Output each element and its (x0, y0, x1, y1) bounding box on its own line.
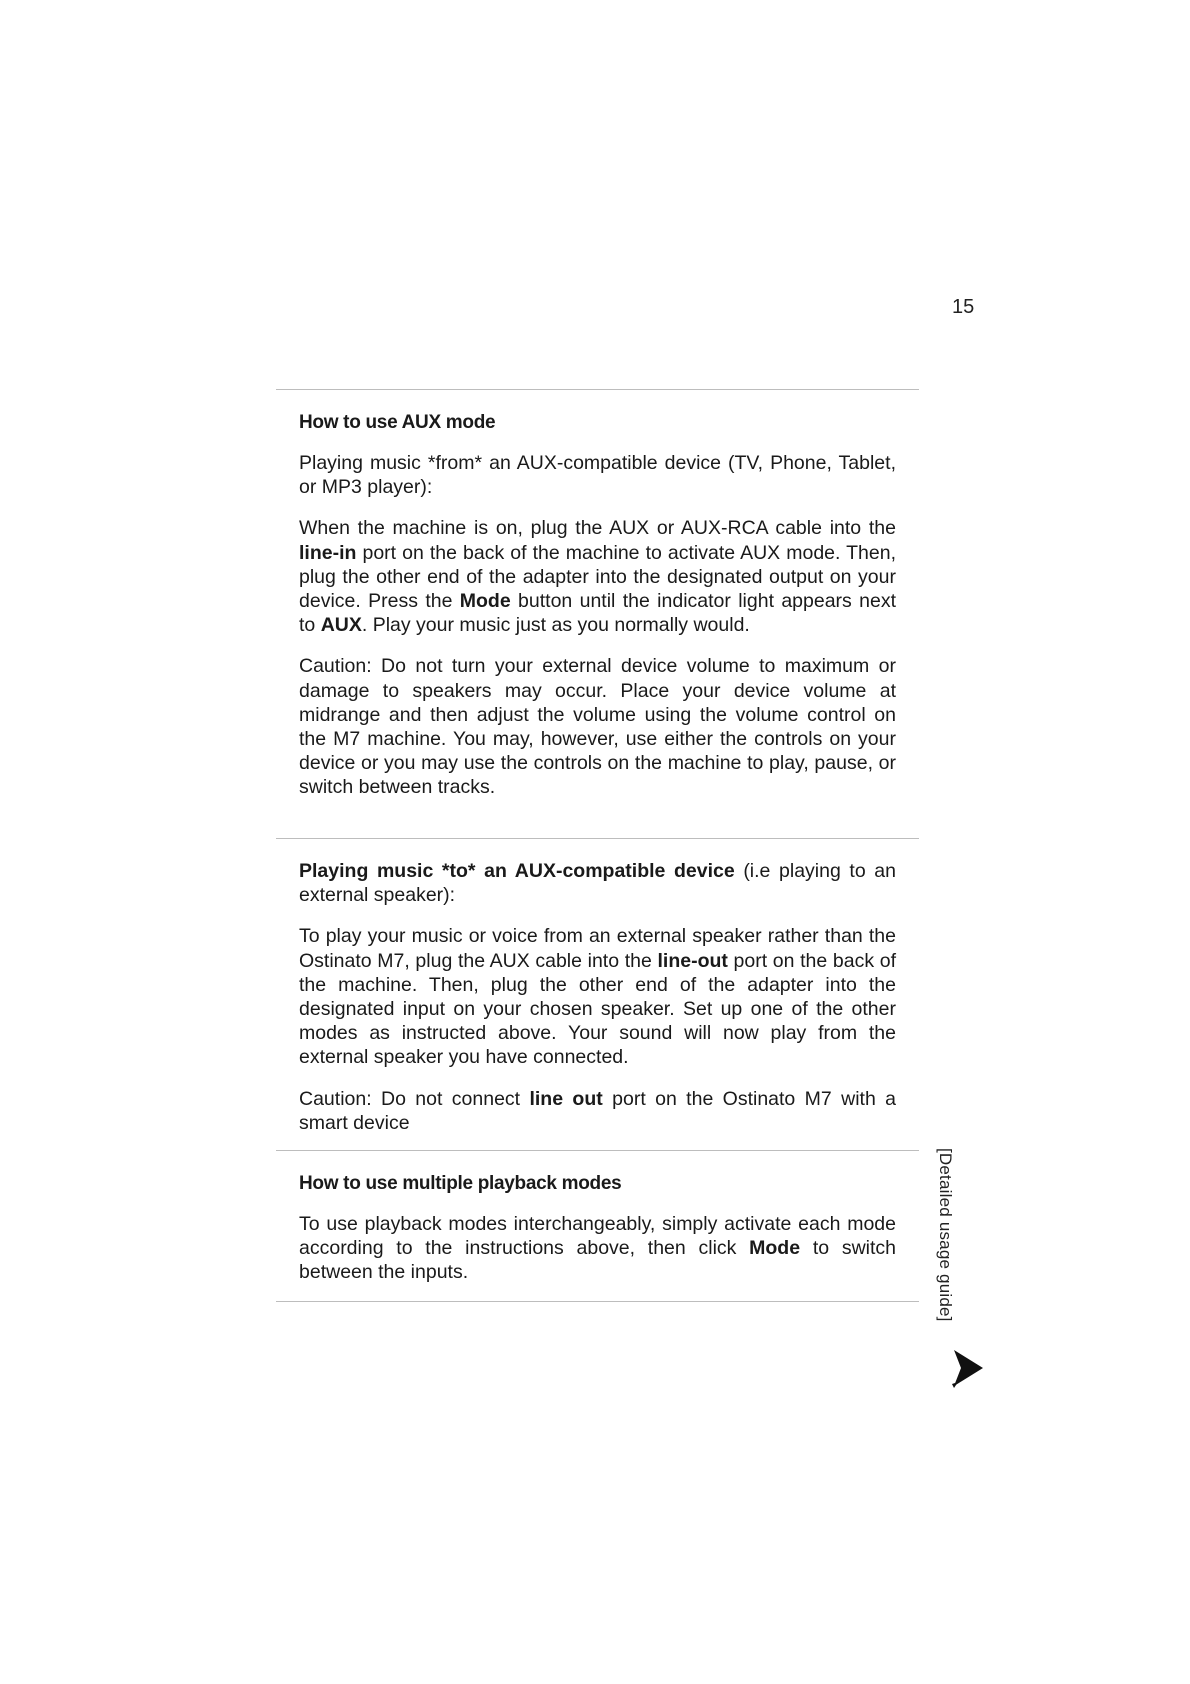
bold-term-mode: Mode (459, 590, 511, 613)
text-run: to switch between the inputs. (299, 1237, 896, 1284)
text-run: To use playback modes interchangeably, simply activate each mode according to the instructions above, then click (299, 1213, 896, 1260)
paragraph (299, 1212, 896, 1285)
bold-term-line-in: line-in (299, 541, 357, 564)
section-heading: How to use AUX mode (299, 412, 496, 433)
section-multiple-playback (299, 1172, 896, 1302)
brand-triangle-logo-icon (950, 1348, 986, 1388)
divider-top (276, 389, 919, 390)
section-playing-to-device (299, 859, 896, 1152)
paragraph (299, 516, 896, 637)
bold-term-line-out: line-out (657, 949, 728, 972)
bold-term-line-out: line out (529, 1087, 603, 1110)
bold-term-aux: AUX (320, 614, 362, 637)
bold-term-mode: Mode (749, 1237, 801, 1260)
text-run: port on the back of the machine to activate AUX mode. Then, plug the other end of the adapter into the designated output on your device. Press the (299, 541, 896, 613)
section-aux-mode (299, 411, 896, 817)
text-run: Caution: Do not connect (299, 1087, 530, 1110)
bold-lead: Playing music *to* an AUX-compatible device (299, 860, 735, 882)
page-number: 15 (952, 296, 975, 318)
paragraph (299, 859, 896, 907)
caution-paragraph: Caution: Do not turn your external device volume to maximum or damage to speakers may occur. Place your device volume at midrange and then adjust the volume using the volume control on the M7 machine. You may, however, use either the controls on your device or you may use the controls on the machine to play, pause, or switch between tracks. (299, 655, 896, 799)
caution-paragraph (299, 1087, 896, 1135)
text-run: port on the Ostinato M7 with a smart device (299, 1087, 897, 1134)
text-run: (i.e playing to an external speaker): (299, 860, 896, 907)
text-run: . Play your music just as you normally would. (361, 614, 750, 637)
paragraph (299, 924, 896, 1069)
divider (276, 838, 919, 839)
divider-bottom (276, 1301, 919, 1302)
section-heading: How to use multiple playback modes (299, 1173, 622, 1194)
divider (276, 1150, 919, 1151)
paragraph: Playing music *from* an AUX-compatible device (TV, Phone, Tablet, or MP3 player): (299, 452, 896, 499)
text-run: port on the back of the machine. Then, plug the other end of the adapter into the designated input on your chosen speaker. Set up one of the other modes as instructed above. Your sound will now play from the external speaker you have connected. (299, 949, 896, 1069)
text-run: button until the indicator light appears next to (299, 590, 897, 637)
side-section-label: [Detailed usage guide] (936, 1148, 955, 1322)
text-run: When the machine is on, plug the AUX or AUX-RCA cable into the (299, 517, 896, 540)
text-run: To play your music or voice from an external speaker rather than the Ostinato M7, plug the AUX cable into the (299, 925, 896, 972)
